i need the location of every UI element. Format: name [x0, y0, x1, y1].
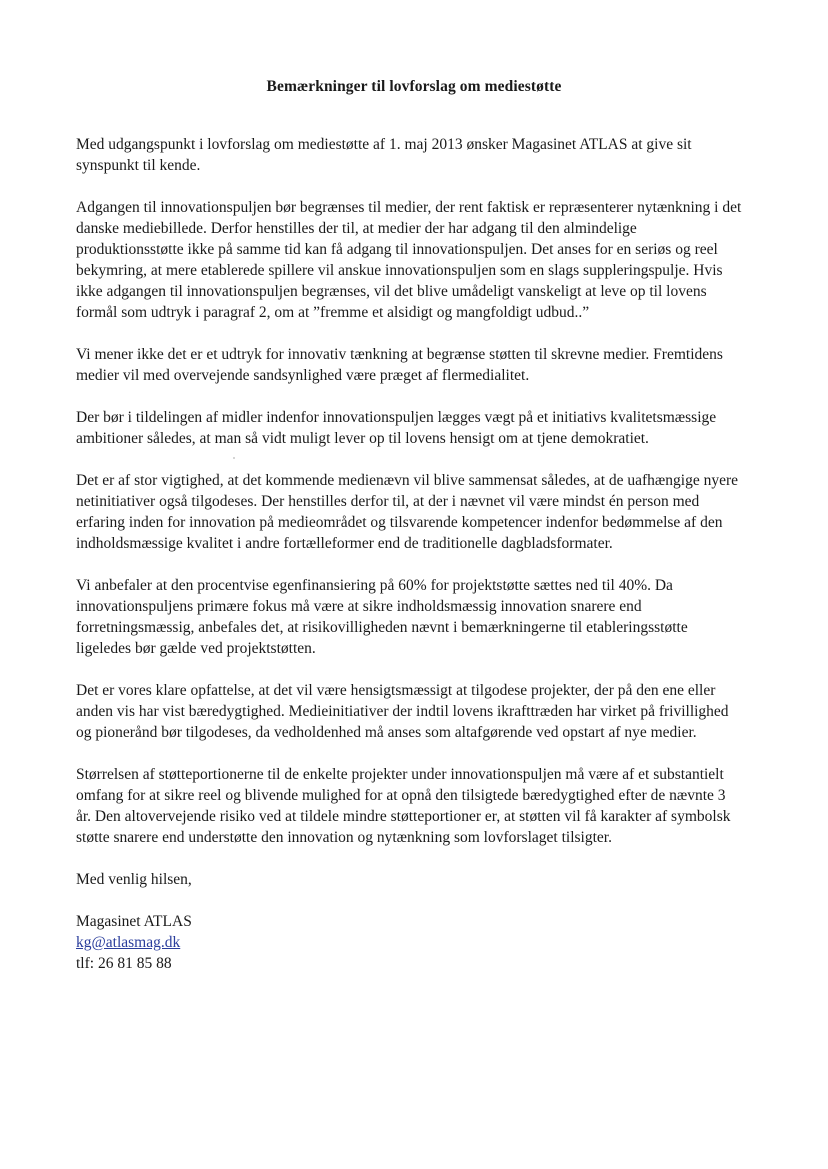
paragraph-media-board: Det er af stor vigtighed, at det kommende medienævn vil blive sammensat således, at de uafhængige nyere netinitiativer også tilgodeses. Der henstilles derfor til, at der i nævnet vil være mindst én person med erfaring inden for innovation på medieområdet og tilsvarende kompetencer indenfor bedømmelse af den indholdsmæssige kvalitet i andre fortælleformer end de traditionelle dagbladsformater. — [76, 472, 739, 552]
paragraph-quality-ambitions: Der bør i tildelingen af midler indenfor innovationspuljen lægges vægt på et initiativs kvalitetsmæssige ambitioner således, at man så vidt muligt lever op til lovens hensigt om at tjene demokratiet. — [76, 409, 717, 447]
paragraph-intro: Med udgangspunkt i lovforslag om mediestøtte af 1. maj 2013 ønsker Magasinet ATLAS at give sit synspunkt til kende. — [76, 136, 692, 174]
paragraph-sustainability: Det er vores klare opfattelse, at det vil være hensigtsmæssigt at tilgodese projekter, der på den ene eller anden vis har vist bæredygtighed. Medieinitiativer der indtil lovens ikrafttræden har virket på frivillighed og pionerånd bør tilgodeses, da vedholdenhed må anses som altafgørende ved opstart af nye medier. — [76, 682, 729, 741]
paragraph-innovation-access: Adgangen til innovationspuljen bør begrænses til medier, der rent faktisk er repræsenterer nytænkning i det danske mediebillede. Derfor henstilles der til, at medier der har adgang til den almindelige produktionsstøtte ikke på samme tid kan få adgang til innovationspuljen. Det anses for en seriøs og reel bekymring, at mere etablerede spillere vil anskue innovationspuljen som en slags suppleringspulje. Hvis ikke adgangen til innovationspuljen begrænses, vil det blive umådeligt vanskeligt at leve op til lovens formål som udtryk i paragraf 2, om at ”fremme et alsidigt og mangfoldigt udbud..” — [76, 199, 742, 321]
paragraph-self-financing: Vi anbefaler at den procentvise egenfinansiering på 60% for projektstøtte sættes ned til 40%. Da innovationspuljens primære fokus må være at sikre indholdsmæssig innovation snarere end forretningsmæssig, anbefales det, at risikovilligheden nævnt i bemærkningerne til etableringsstøtte ligeledes bør gælde ved projektstøtten. — [76, 577, 688, 657]
email-link[interactable]: kg@atlasmag.dk — [76, 934, 181, 951]
document-title: Bemærkninger til lovforslag om mediestøtte — [266, 78, 562, 95]
scan-speck — [233, 457, 235, 459]
signature-phone: tlf: 26 81 85 88 — [76, 955, 172, 972]
signature-organization: Magasinet ATLAS — [76, 913, 192, 930]
paragraph-grant-size: Størrelsen af støtteportionerne til de enkelte projekter under innovationspuljen må være af et substantielt omfang for at sikre reel og blivende mulighed for at opnå den tilsigtede bæredygtighed efter de nævnte 3 år. Den altovervejende risiko ved at tildele mindre støtteportioner er, at støtten vil få karakter af symbolsk støtte snarere end understøtte den innovation og nytænkning som lovforslaget tilsigter. — [76, 766, 731, 846]
signature-block — [76, 911, 744, 974]
signoff: Med venlig hilsen, — [76, 871, 192, 888]
paragraph-multimedia: Vi mener ikke det er et udtryk for innovativ tænkning at begrænse støtten til skrevne medier. Fremtidens medier vil med overvejende sandsynlighed være præget af flermedialitet. — [76, 346, 723, 384]
document-body — [76, 134, 744, 974]
